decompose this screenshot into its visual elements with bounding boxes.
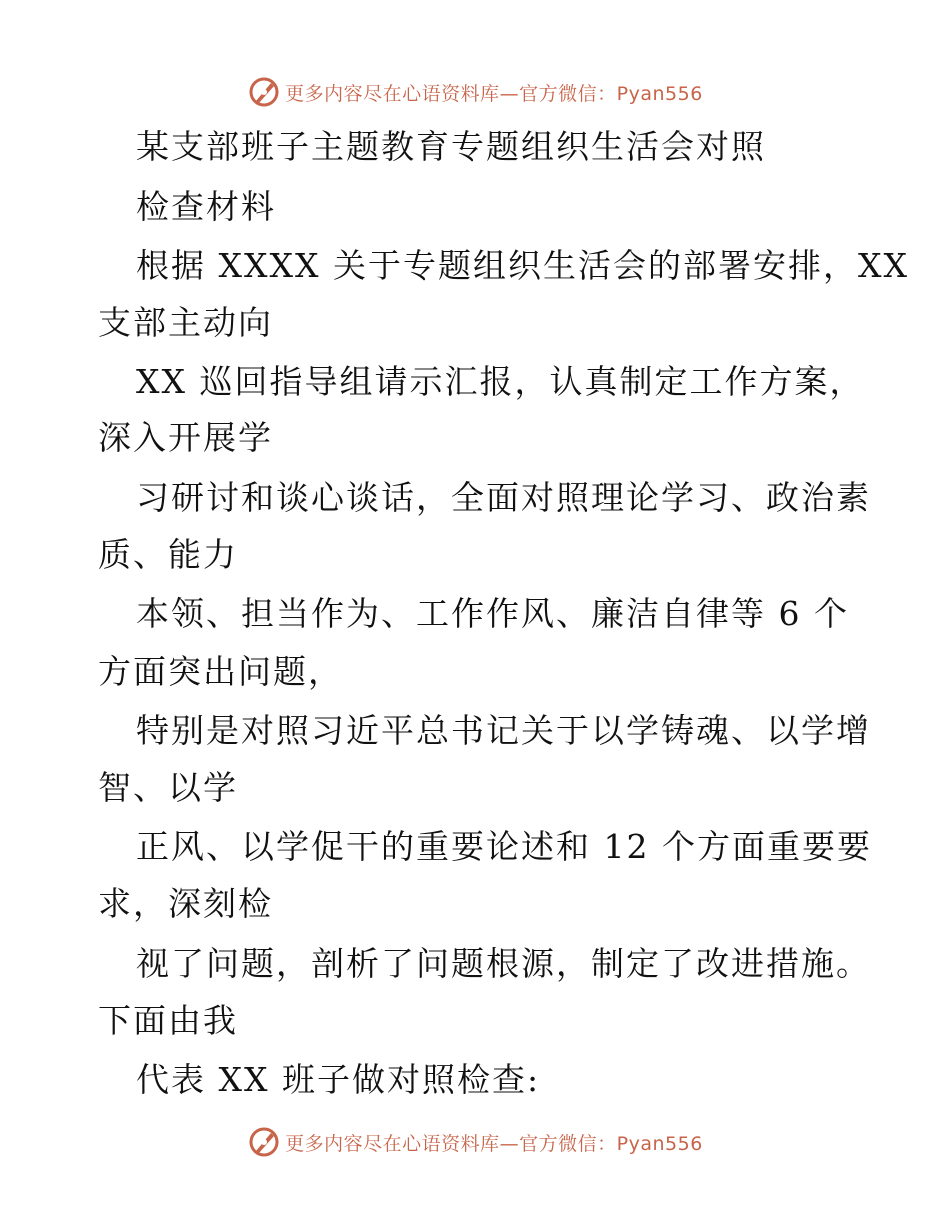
- doc-text-line: 求，深刻检: [98, 884, 273, 923]
- doc-text-line: XX 巡回指导组请示汇报，认真制定工作方案，: [136, 362, 865, 401]
- doc-text-line: 智、以学: [98, 768, 238, 807]
- doc-text-line: 深入开展学: [98, 418, 273, 457]
- doc-text-line: 支部主动向: [98, 303, 273, 342]
- header-banner-text: 更多内容尽在心语资料库—官方微信：Pyan556: [285, 82, 703, 105]
- doc-text-line: 根据 XXXX 关于专题组织生活会的部署安排，XX: [136, 246, 909, 285]
- doc-text-line: 质、能力: [98, 535, 238, 574]
- doc-text-line: 正风、以学促干的重要论述和 12 个方面重要要: [136, 827, 872, 866]
- footer-banner: [0, 1122, 950, 1162]
- pen-circle-logo-icon: [247, 1125, 281, 1159]
- doc-text-line: 代表 XX 班子做对照检查:: [136, 1060, 541, 1099]
- pen-circle-logo-icon: [247, 75, 281, 109]
- doc-title-line-2: 检查材料: [136, 187, 276, 226]
- doc-text-line: 本领、担当作为、工作作风、廉洁自律等 6 个: [136, 594, 849, 633]
- doc-text-line: 视了问题，剖析了问题根源，制定了改进措施。: [136, 944, 871, 983]
- doc-text-line: 方面突出问题，: [98, 652, 343, 691]
- doc-text-line: 习研讨和谈心谈话，全面对照理论学习、政治素: [136, 478, 871, 517]
- doc-title-line-1: 某支部班子主题教育专题组织生活会对照: [136, 127, 766, 166]
- doc-text-line: 特别是对照习近平总书记关于以学铸魂、以学增: [136, 711, 871, 750]
- doc-text-line: 下面由我: [98, 1001, 238, 1040]
- footer-banner-text: 更多内容尽在心语资料库—官方微信：Pyan556: [285, 1132, 703, 1155]
- header-banner: [0, 72, 950, 112]
